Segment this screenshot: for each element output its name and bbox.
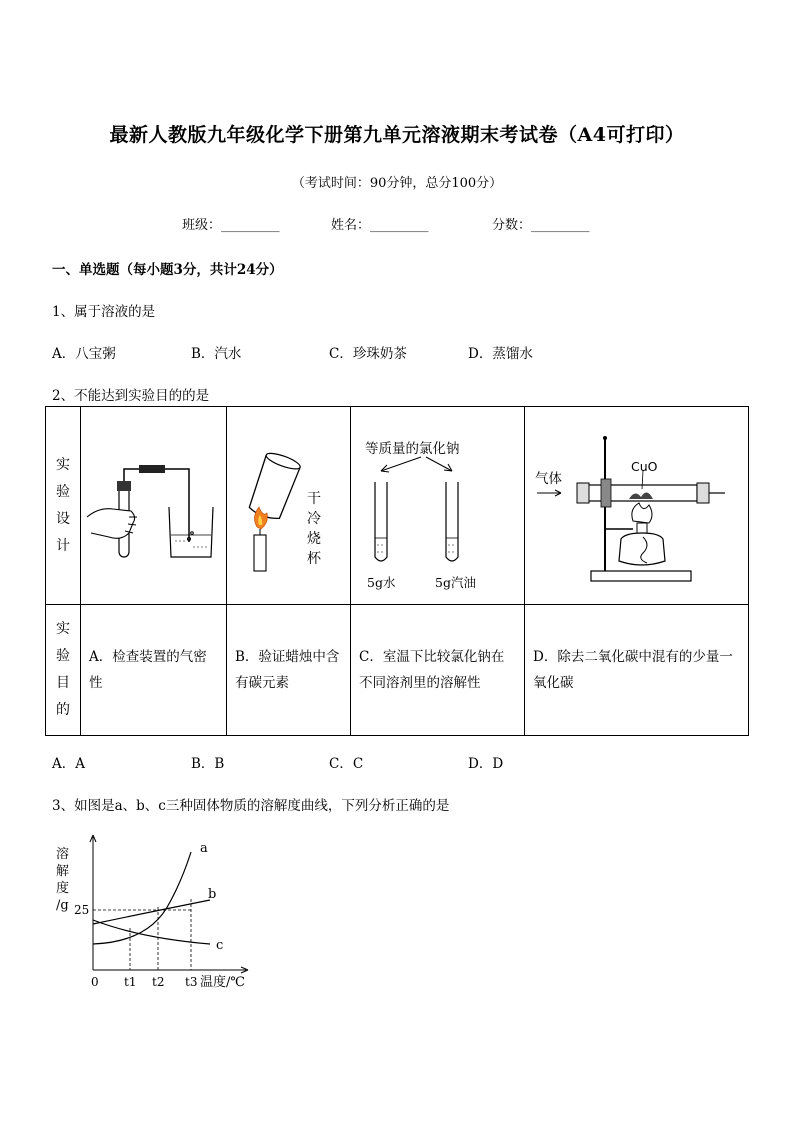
figure-b-cell	[227, 407, 351, 605]
q2-option-b[interactable]: B．B	[191, 756, 225, 772]
origin-label: 0	[91, 975, 99, 989]
dry-cold-beaker-label: 干 冷 烧 杯	[307, 491, 321, 567]
purpose-b: B．验证蜡烛中含有碳元素	[227, 605, 351, 736]
curve-a	[93, 852, 191, 944]
gas-label: 气体	[535, 471, 562, 487]
section-heading: 一、单选题（每小题3分，共计24分）	[52, 262, 283, 278]
curve-c-label: c	[216, 938, 224, 953]
water-label: 5g水	[367, 575, 396, 590]
page-title: 最新人教版九年级化学下册第九单元溶液期末考试卷（A4可打印）	[109, 124, 685, 146]
solubility-chart	[50, 832, 260, 997]
experiment-table	[45, 406, 749, 736]
class-field: 班级：_________	[182, 218, 280, 233]
purpose-d: D．除去二氧化碳中混有的少量一氧化碳	[525, 605, 749, 736]
curve-b-label: b	[208, 887, 217, 902]
exam-info: （考试时间：90分钟，总分100分）	[291, 176, 503, 191]
curve-a-label: a	[200, 841, 208, 856]
x-tick-t2: t2	[152, 975, 165, 989]
purpose-a: A．检查装置的气密性	[81, 605, 227, 736]
question-1-stem: 1、属于溶液的是	[52, 304, 156, 320]
q1-option-c[interactable]: C．珍珠奶茶	[329, 346, 407, 362]
question-2-stem: 2、不能达到实验目的的是	[52, 388, 210, 404]
gasoline-label: 5g汽油	[435, 575, 476, 590]
q2-option-d[interactable]: D．D	[468, 756, 504, 772]
curve-b	[93, 900, 210, 924]
purpose-c: C．室温下比较氯化钠在不同溶剂里的溶解性	[351, 605, 525, 736]
chart-ylabel: 溶 解 度 /g	[56, 847, 70, 913]
y-tick-25: 25	[74, 903, 90, 917]
x-tick-t1: t1	[124, 975, 137, 989]
curve-c	[93, 920, 210, 944]
q1-option-b[interactable]: B．汽水	[191, 346, 242, 362]
name-field: 姓名：_________	[331, 218, 429, 233]
candle-beaker-figure	[227, 409, 350, 602]
score-field: 分数：_________	[492, 218, 590, 233]
figure-c-cell	[351, 407, 525, 605]
cuo-reduction-apparatus-figure	[525, 409, 748, 602]
x-axis-label: 温度/℃	[200, 975, 245, 990]
question-3-stem: 3、如图是a、b、c三种固体物质的溶解度曲线，下列分析正确的是	[52, 798, 450, 814]
q2-option-c[interactable]: C．C	[329, 756, 364, 772]
design-header: 实 验 设 计	[46, 407, 81, 605]
q2-option-a[interactable]: A．A	[52, 756, 85, 772]
figure-a-cell	[81, 407, 227, 605]
airtightness-apparatus-figure	[81, 407, 226, 600]
purpose-header: 实 验 目 的	[46, 605, 81, 736]
cuo-label: CuO	[631, 459, 658, 474]
q1-option-a[interactable]: A．八宝粥	[52, 346, 116, 362]
q1-option-d[interactable]: D．蒸馏水	[468, 346, 533, 362]
nacl-label: 等质量的氯化钠	[365, 441, 460, 457]
figure-d-cell	[525, 407, 749, 605]
x-tick-t3: t3	[185, 975, 198, 989]
